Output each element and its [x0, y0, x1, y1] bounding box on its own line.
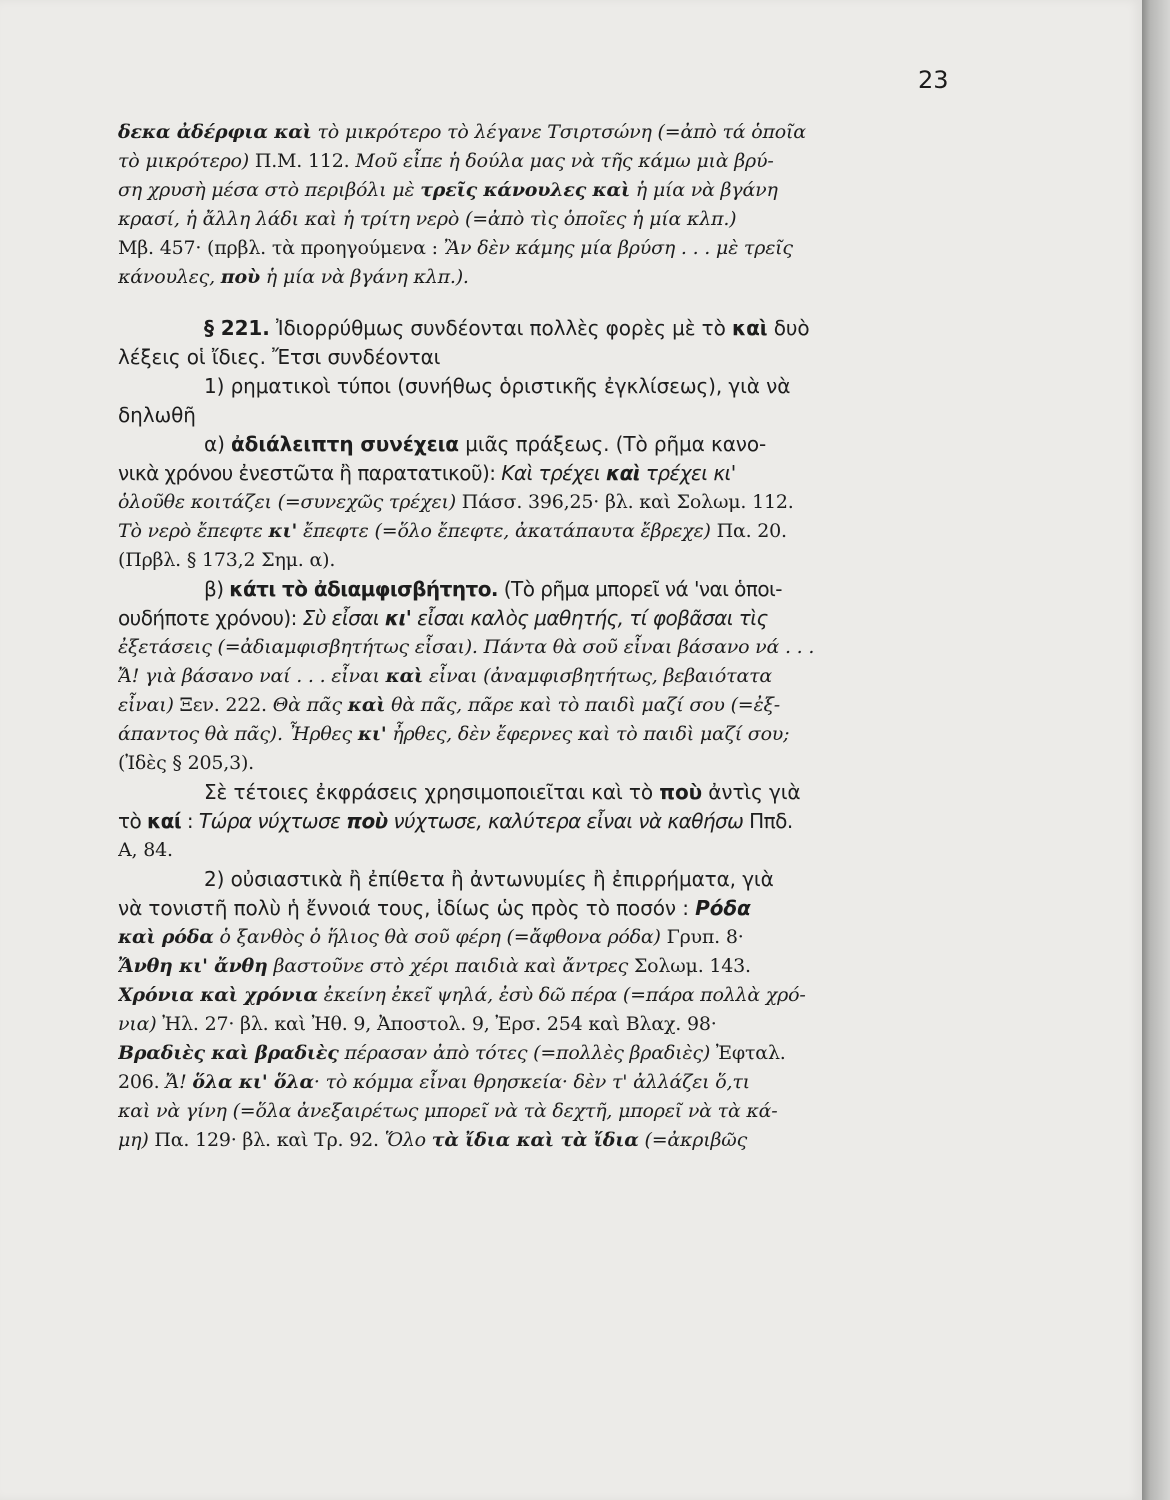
text-line [118, 1039, 970, 1068]
text-run: Ἠλ. 27· βλ. καὶ Ἠθ. 9, Ἀποστολ. 9, Ἐρσ. 254 καὶ Βλαχ. 98· [156, 1013, 717, 1035]
text-run: Πα. 129· βλ. καὶ Τρ. 92. [148, 1129, 385, 1151]
text-run: καὶ [605, 461, 641, 485]
text-run: ση χρυσὴ μέσα στὸ περιβόλι μὲ [118, 179, 421, 201]
text-run: καὶ [732, 316, 768, 340]
text-run: ἐξετάσεις (=ἀδιαμφισβητήτως εἶσαι). Πάντα θὰ σοῦ εἶναι βάσανο νά . . . [118, 636, 815, 658]
text-run: ὁλοῦθε κοιτάζει (=συνεχῶς τρέχει) [118, 491, 456, 513]
text-run: Π.Μ. 112. [249, 150, 356, 172]
text-run: Ἄ! γιὰ βάσανο ναί . . . εἶναι [118, 665, 386, 687]
text-run: Α, 84. [118, 839, 173, 861]
text-line [118, 575, 970, 604]
text-run: τὸ μικρότερο τὸ λέγανε Τσιρτσώνη (=ἀπὸ τά ὁποῖα [311, 121, 806, 143]
text-run: καὶ [385, 665, 424, 687]
text-run: Ξεν. 222. [173, 694, 273, 716]
text-line [118, 372, 970, 401]
text-run: Ἂν δὲν κάμης μία βρύση . . . μὲ τρεῖς [443, 237, 793, 259]
text-run: κι' [357, 723, 387, 745]
text-run: Ἐφταλ. [710, 1042, 786, 1064]
text-run: Μβ. 457· (πρβλ. τὰ προηγούμενα : [118, 237, 444, 259]
text-run: 1) ρηματικοὶ τύποι (συνήθως ὁριστικῆς ἐγκλίσεως), γιὰ νὰ [204, 374, 791, 398]
text-run: άπαντος θὰ πᾶς). Ἦρθες [118, 723, 358, 745]
text-run: Βραδιὲς καὶ βραδιὲς [118, 1042, 339, 1064]
text-run: Ππδ. [743, 809, 793, 833]
text-run: Σολωμ. 143. [628, 955, 751, 977]
text-run: πέρασαν ἀπὸ τότες (=πολλὲς βραδιὲς) [338, 1042, 711, 1064]
text-line [118, 517, 970, 546]
text-run: κι' [384, 606, 412, 630]
text-line [118, 1126, 970, 1155]
text-line [118, 749, 970, 778]
text-run: μιᾶς πράξεως. (Τὸ ρῆμα κανο- [458, 432, 767, 456]
text-run: εἶναι (ἀναμφισβητήτως, βεβαιότατα [423, 665, 773, 687]
text-run: ὅλα κι' ὅλα [192, 1071, 314, 1093]
page-number: 23 [918, 66, 949, 94]
text-run: ἐκείνη ἐκεῖ ψηλά, ἐσὺ δῶ πέρα (=πάρα πολλὰ χρό- [317, 984, 806, 1006]
text-run: Θὰ πᾶς [272, 694, 348, 716]
text-run: κάτι τὸ ἀδιαμφισβήτητο. [229, 577, 498, 601]
text-run: κι' [268, 520, 298, 542]
text-line [118, 147, 970, 176]
text-run: βαστοῦνε στὸ χέρι παιδιὰ καὶ ἄντρες [267, 955, 629, 977]
text-line [118, 176, 970, 205]
text-run: Ἰδιορρύθμως συνδέονται πολλὲς φορὲς μὲ τὸ [269, 316, 733, 340]
text-run: τὸ μικρότερο) [118, 150, 249, 172]
text-run: δυὸ [767, 316, 810, 340]
page-text [118, 118, 970, 1155]
text-run: κρασί, ἡ ἄλλη λάδι καὶ ἡ τρίτη νερὸ (=ἀπὸ τὶς ὁποῖες ἡ μία κλπ.) [118, 208, 737, 230]
text-run: Ὅλο [384, 1129, 432, 1151]
text-run: ποὺ [346, 809, 388, 833]
text-line [118, 1068, 970, 1097]
text-line [118, 720, 970, 749]
text-line [118, 633, 970, 662]
text-run: κάνουλες, [118, 266, 221, 288]
text-run: νύχτωσε, καλύτερα εἶναι νὰ καθήσω [387, 809, 744, 833]
text-run: ὁ ξανθὸς ὁ ἥλιος θὰ σοῦ φέρη (=ἄφθονα ρόδα) [213, 926, 661, 948]
text-run: Ἄ! [165, 1071, 193, 1093]
text-run: ἡ μία νὰ βγάνη κλπ.). [259, 266, 469, 288]
text-run: νια) [118, 1013, 157, 1035]
text-line [118, 1097, 970, 1126]
text-run: (Πρβλ. § 173,2 Σημ. α). [118, 549, 336, 571]
text-line [118, 778, 970, 807]
text-line [118, 205, 970, 234]
text-run: 2) οὐσιαστικὰ ἢ ἐπίθετα ἢ ἀντωνυμίες ἢ ἐπιρρήματα, γιὰ [204, 867, 774, 891]
text-run: εἶναι) [118, 694, 174, 716]
text-line [118, 952, 970, 981]
text-run: β) [204, 577, 230, 601]
text-line [118, 981, 970, 1010]
text-run: καὶ [347, 694, 386, 716]
text-run: Ρόδα [695, 896, 751, 920]
text-run: ἀντὶς γιὰ [702, 780, 801, 804]
text-line [118, 691, 970, 720]
text-line [118, 118, 970, 147]
text-line [118, 459, 970, 488]
text-run: μη) [118, 1129, 149, 1151]
text-line [118, 604, 970, 633]
text-run: ποὺ [659, 780, 703, 804]
text-run: Πα. 20. [710, 520, 787, 542]
text-run: Μοῦ εἶπε ἡ δούλα μας νὰ τῆς κάμω μιὰ βρύ- [355, 150, 774, 172]
text-run: Σὺ εἶσαι [302, 606, 385, 630]
text-run: καὶ ρόδα [118, 926, 214, 948]
text-run: Πάσσ. 396,25· βλ. καὶ Σολωμ. 112. [455, 491, 794, 513]
text-run: ἔπεφτε (=ὅλο ἔπεφτε, ἀκατάπαυτα ἔβρεχε) [297, 520, 711, 542]
text-run: · τὸ κόμμα εἶναι θρησκεία· δὲν τ' ἀλλάζει ὅ,τι [313, 1071, 750, 1093]
text-run: Τὸ νερὸ ἔπεφτε [118, 520, 269, 542]
text-run: Γρυπ. 8· [660, 926, 744, 948]
text-run: τὸ [118, 809, 147, 833]
text-run: θὰ πᾶς, πᾶρε καὶ τὸ παιδὶ μαζί σου (=ἐξ- [385, 694, 781, 716]
text-run: Χρόνια καὶ χρόνια [118, 984, 318, 1006]
text-run: (Τὸ ρῆμα μπορεῖ νά 'ναι ὁποι- [497, 577, 782, 601]
text-run: εἶσαι καλὸς μαθητής, τί φοβᾶσαι τὶς [411, 606, 768, 630]
text-line [118, 923, 970, 952]
text-run: (=ἀκριβῶς [638, 1129, 748, 1151]
text-run: τρέχει κι' [640, 461, 736, 485]
text-run: τὰ ἴδια καὶ τὰ ἴδια [431, 1129, 639, 1151]
section-heading-line [118, 314, 970, 343]
text-run: § 221. [204, 316, 270, 340]
text-line [118, 1010, 970, 1039]
text-run: Τώρα νύχτωσε [198, 809, 347, 833]
text-run: ἀδιάλειπτη συνέχεια [231, 432, 459, 456]
text-run: ουδήποτε χρόνου): [118, 606, 303, 630]
text-run: Καὶ τρέχει [501, 461, 606, 485]
text-run: (Ἰδὲς § 205,3). [118, 752, 255, 774]
text-line [118, 488, 970, 517]
text-line [118, 263, 970, 292]
text-run: Σὲ τέτοιες ἐκφράσεις χρησιμοποιεῖται καὶ τὸ [204, 780, 660, 804]
text-run: 206. [118, 1071, 166, 1093]
text-run: δηλωθῆ [118, 403, 196, 427]
text-line [118, 894, 970, 923]
text-run: ἦρθες, δὲν ἔφερνες καὶ τὸ παιδὶ μαζί σου; [386, 723, 790, 745]
text-run: Ἄνθη κι' ἄνθη [118, 955, 268, 977]
text-run: καὶ νὰ γίνη (=ὅλα ἀνεξαιρέτως μπορεῖ νὰ τὰ δεχτῆ, μπορεῖ νὰ τὰ κά- [118, 1100, 778, 1122]
text-run: τρεῖς κάνουλες καὶ [420, 179, 630, 201]
text-line [118, 546, 970, 575]
text-line [118, 343, 970, 372]
scan-page-edge [1142, 0, 1170, 1500]
text-line [118, 836, 970, 865]
text-run: νὰ τονιστῆ πολὺ ἡ ἔννοιά τους, ἰδίως ὡς πρὸς τὸ ποσόν : [118, 896, 696, 920]
text-run: ἡ μία νὰ βγάνη [629, 179, 778, 201]
text-run: δεκα ἀδέρφια καὶ [118, 121, 312, 143]
text-line [118, 807, 970, 836]
text-line [118, 430, 970, 459]
text-run: α) [204, 432, 232, 456]
text-line [118, 662, 970, 691]
text-run: ποὺ [220, 266, 260, 288]
text-line [118, 401, 970, 430]
text-run: λέξεις οἱ ἴδιες. Ἔτσι συνδέονται [118, 345, 441, 369]
text-run: καί [147, 809, 182, 833]
text-run: νικὰ χρόνου ἐνεστῶτα ἢ παρατατικοῦ): [118, 461, 502, 485]
text-run: : [181, 809, 199, 833]
text-line [118, 865, 970, 894]
text-line [118, 234, 970, 263]
